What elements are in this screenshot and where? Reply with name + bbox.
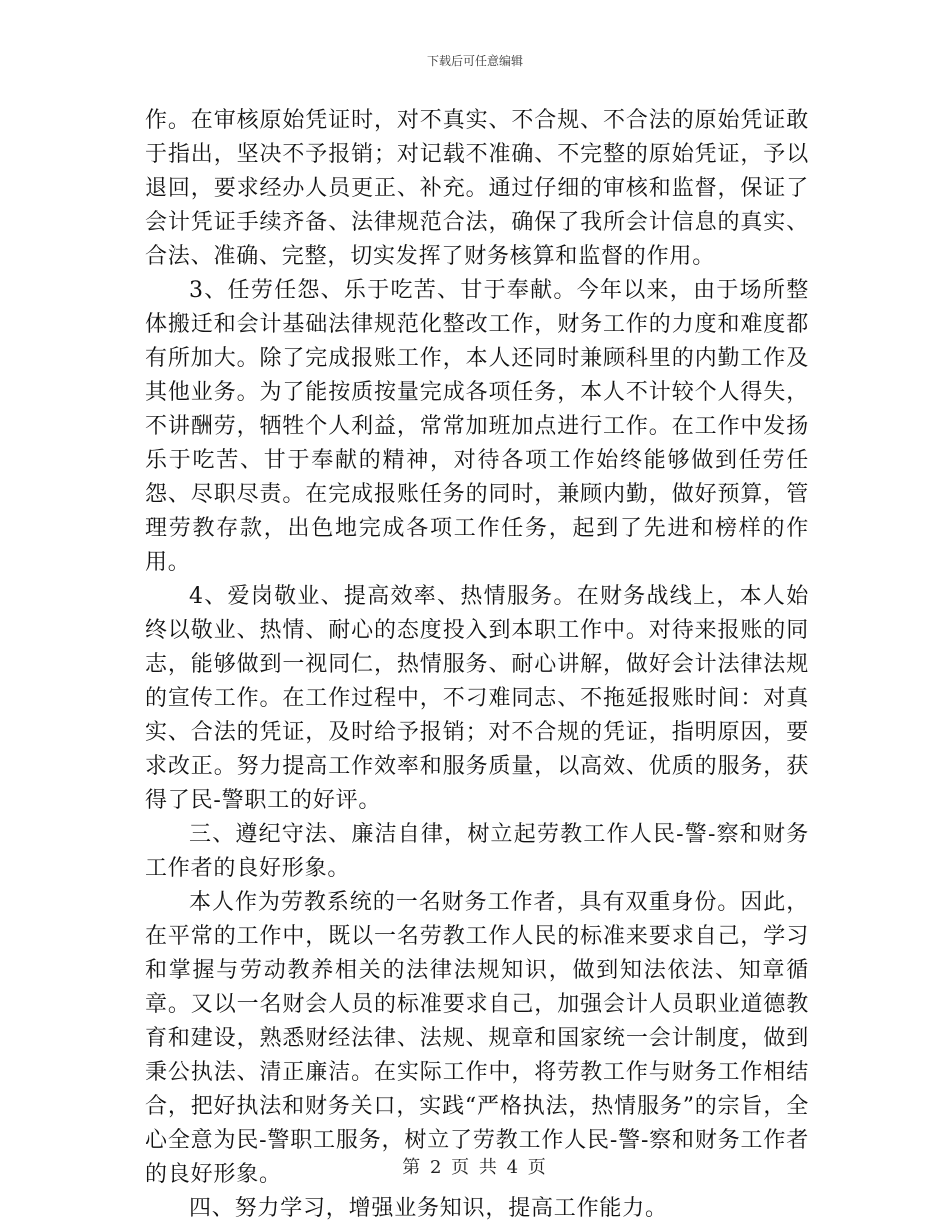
paragraph-continuation: 作。在审核原始凭证时，对不真实、不合规、不合法的原始凭证敢于指出，坚决不予报销；对记载不准确、不完整的原始凭证，予以退回，要求经办人员更正、补充。通过仔细的审核和监督，保证了会计凭证手续齐备、法律规范合法，确保了我所会计信息的真实、合法、准确、完整，切实发挥了财务核算和监督的作用。 xyxy=(145,108,809,269)
section-heading-4: 四、努力学习，增强业务知识，提高工作能力。 xyxy=(189,1196,668,1221)
document-body xyxy=(145,104,809,1226)
page-footer: 第 2 页 共 4 页 xyxy=(402,1157,548,1178)
paragraph-section-3-body: 本人作为劳教系统的一名财务工作者，具有双重身份。因此，在平常的工作中，既以一名劳教工作人民的标准来要求自己，学习和掌握与劳动教养相关的法律法规知识，做到知法依法、知章循章。又以一名财会人员的标准要求自己，加强会计人员职业道德教育和建设，熟悉财经法律、法规、规章和国家统一会计制度，做到秉公执法、清正廉洁。在实际工作中，将劳教工作与财务工作相结合，把好执法和财务关口，实践“严格执法，热情服务”的宗旨，全心全意为民-警职工服务，树立了劳教工作人民-警-察和财务工作者的良好形象。 xyxy=(145,890,809,1187)
paragraph-item-3: 3、任劳任怨、乐于吃苦、甘于奉献。今年以来，由于场所整体搬迁和会计基础法律规范化整改工作，财务工作的力度和难度都有所加大。除了完成报账工作，本人还同时兼顾科里的内勤工作及其他业务。为了能按质按量完成各项任务，本人不计较个人得失，不讲酬劳，牺牲个人利益，常常加班加点进行工作。在工作中发扬乐于吃苦、甘于奉献的精神，对待各项工作始终能够做到任劳任怨、尽职尽责。在完成报账任务的同时，兼顾内勤，做好预算，管理劳教存款，出色地完成各项工作任务，起到了先进和榜样的作用。 xyxy=(145,278,809,575)
page-header: 下载后可任意编辑 xyxy=(426,54,523,68)
section-heading-3: 三、遵纪守法、廉洁自律，树立起劳教工作人民-警-察和财务工作者的良好形象。 xyxy=(145,822,809,881)
paragraph-item-4: 4、爱岗敬业、提高效率、热情服务。在财务战线上，本人始终以敬业、热情、耐心的态度投入到本职工作中。对待来报账的同志，能够做到一视同仁，热情服务、耐心讲解，做好会计法律法规的宣传工作。在工作过程中，不刁难同志、不拖延报账时间：对真实、合法的凭证，及时给予报销；对不合规的凭证，指明原因，要求改正。努力提高工作效率和服务质量，以高效、优质的服务，获得了民-警职工的好评。 xyxy=(145,584,809,813)
